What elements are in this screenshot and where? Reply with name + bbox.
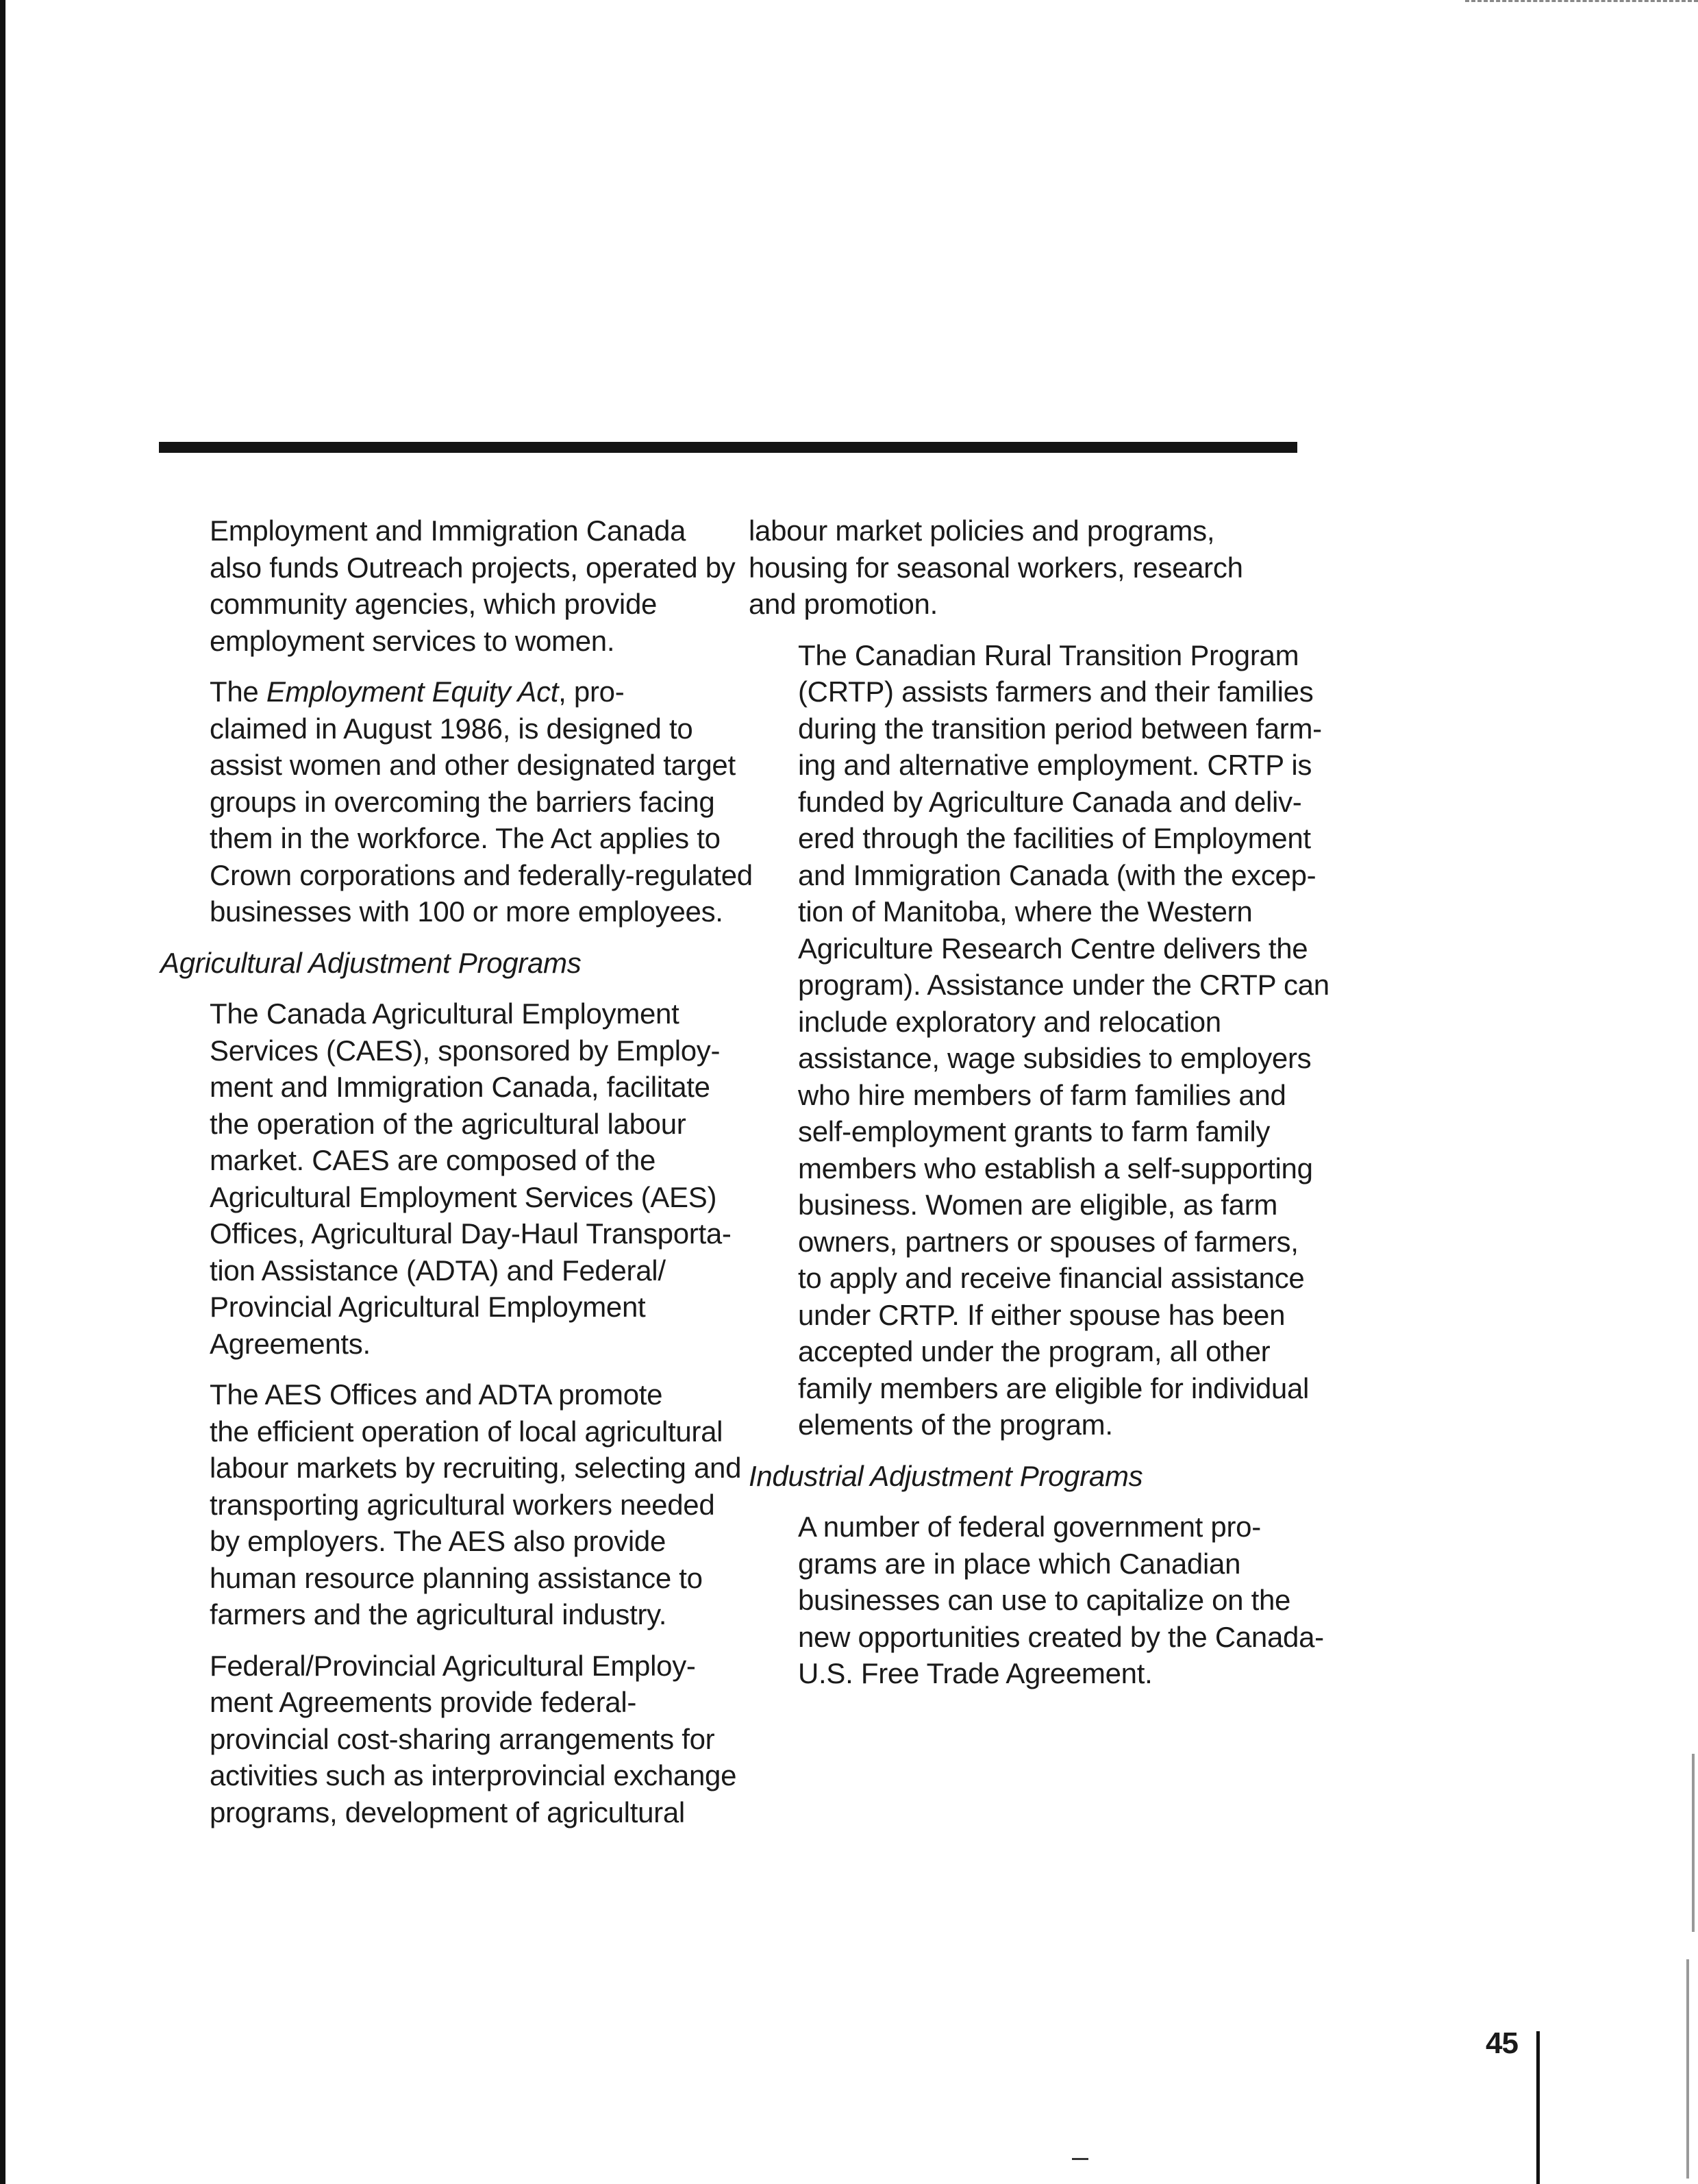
paragraph-federal-provincial-continued xyxy=(749,512,1310,623)
text-line: Agriculture Research Centre delivers the xyxy=(798,932,1308,965)
text-line: members who establish a self-supporting xyxy=(798,1152,1313,1184)
heading-industrial-adjustment: Industrial Adjustment Programs xyxy=(749,1459,1143,1492)
paragraph-free-trade xyxy=(749,1509,1324,1692)
paragraph-caes xyxy=(160,995,732,1362)
text-line: Agricultural Employment Services (AES) xyxy=(210,1180,717,1213)
left-column xyxy=(160,512,753,1831)
paragraph-crtp xyxy=(749,637,1329,1443)
text-line: during the transition period between farm- xyxy=(798,712,1322,745)
text-line: (CRTP) assists farmers and their families xyxy=(798,675,1314,708)
text-line: and Immigration Canada (with the excep- xyxy=(798,858,1316,891)
text-line: ment and Immigration Canada, facilitate xyxy=(210,1071,710,1103)
text-line xyxy=(160,673,722,710)
text-line: grams are in place which Canadian xyxy=(798,1547,1241,1580)
scan-speckle xyxy=(1686,1959,1689,2179)
text-line: groups in overcoming the barriers facing xyxy=(210,785,715,818)
text-line: under CRTP. If either spouse has been xyxy=(798,1298,1286,1331)
text-line: housing for seasonal workers, research xyxy=(749,551,1243,584)
text-line: assistance, wage subsidies to employers xyxy=(798,1042,1312,1074)
text-line: Federal/Provincial Agricultural Employ- xyxy=(210,1649,696,1682)
text-line: community agencies, which provide xyxy=(210,588,658,620)
text-line: activities such as interprovincial exchange xyxy=(210,1759,737,1791)
text-line: human resource planning assistance to xyxy=(210,1561,703,1594)
text-fragment: The xyxy=(210,675,266,708)
text-line: labour markets by recruiting, selecting and xyxy=(210,1452,742,1484)
page-number: 45 xyxy=(1486,2026,1518,2060)
text-line: businesses can use to capitalize on the xyxy=(798,1584,1291,1616)
text-line: also funds Outreach projects, operated by xyxy=(210,551,736,584)
text-line: assist women and other designated target xyxy=(210,749,736,781)
text-line: labour market policies and programs, xyxy=(749,514,1215,547)
text-line: owners, partners or spouses of farmers, xyxy=(798,1225,1299,1258)
text-line: Crown corporations and federally-regulated xyxy=(210,858,753,891)
text-line: U.S. Free Trade Agreement. xyxy=(798,1657,1153,1689)
paragraph-employment-equity-act xyxy=(160,673,753,930)
text-line: program). Assistance under the CRTP can xyxy=(798,969,1329,1001)
text-line: them in the workforce. The Act applies to xyxy=(210,822,721,854)
text-line: accepted under the program, all other xyxy=(798,1335,1271,1367)
text-line: claimed in August 1986, is designed to xyxy=(210,712,693,745)
text-line: The Canadian Rural Transition Program xyxy=(798,638,1299,671)
text-line: include exploratory and relocation xyxy=(798,1005,1221,1038)
scan-edge-top xyxy=(1465,0,1698,2)
text-line: self-employment grants to farm family xyxy=(798,1115,1271,1147)
text-line: The Canada Agricultural Employment xyxy=(210,997,679,1030)
text-line: tion of Manitoba, where the Western xyxy=(798,895,1253,928)
scan-edge-left xyxy=(0,0,5,2184)
text-line: ment Agreements provide federal- xyxy=(210,1686,637,1718)
text-line: Agreements. xyxy=(210,1327,371,1360)
text-line: businesses with 100 or more employees. xyxy=(210,895,723,928)
text-line: ing and alternative employment. CRTP is xyxy=(798,749,1312,781)
text-line: farmers and the agricultural industry. xyxy=(210,1598,667,1630)
text-line: A number of federal government pro- xyxy=(798,1511,1261,1543)
text-line: who hire members of farm families and xyxy=(798,1078,1286,1111)
text-line: by employers. The AES also provide xyxy=(210,1525,666,1557)
text-line: business. Women are eligible, as farm xyxy=(798,1189,1278,1221)
text-line: employment services to women. xyxy=(210,624,615,657)
text-line: market. CAES are composed of the xyxy=(210,1144,656,1176)
text-line: Services (CAES), sponsored by Employ- xyxy=(210,1034,721,1067)
text-line: the operation of the agricultural labour xyxy=(210,1107,686,1140)
text-line: programs, development of agricultural xyxy=(210,1796,685,1828)
text-line: new opportunities created by the Canada- xyxy=(798,1620,1324,1653)
right-column xyxy=(749,512,1329,1692)
text-line: tion Assistance (ADTA) and Federal/ xyxy=(210,1254,666,1287)
text-line: Offices, Agricultural Day-Haul Transporta- xyxy=(210,1217,732,1250)
paragraph-aes-adta xyxy=(160,1376,742,1633)
margin-bar xyxy=(1536,2031,1540,2184)
text-line: family members are eligible for individual xyxy=(798,1372,1310,1404)
text-fragment: , pro- xyxy=(558,675,625,708)
text-line: ered through the facilities of Employment xyxy=(798,822,1311,854)
text-line: The AES Offices and ADTA promote xyxy=(210,1378,663,1411)
text-line: the efficient operation of local agricultural xyxy=(210,1415,723,1448)
text-line: and promotion. xyxy=(749,588,938,620)
paragraph-federal-provincial xyxy=(160,1648,737,1831)
text-line: Provincial Agricultural Employment xyxy=(210,1291,646,1323)
heading-agricultural-adjustment: Agricultural Adjustment Programs xyxy=(160,946,582,979)
text-line: transporting agricultural workers needed xyxy=(210,1488,715,1521)
section-rule xyxy=(159,442,1297,453)
text-line: provincial cost-sharing arrangements for xyxy=(210,1722,715,1755)
scan-speckle xyxy=(1692,1754,1695,1932)
text-line: to apply and receive financial assistance xyxy=(798,1262,1305,1294)
paragraph-outreach xyxy=(160,512,736,659)
act-title: Employment Equity Act xyxy=(266,675,559,708)
text-line: Employment and Immigration Canada xyxy=(210,514,686,547)
text-line: elements of the program. xyxy=(798,1409,1113,1441)
scan-speckle xyxy=(1072,2158,1088,2160)
text-line: funded by Agriculture Canada and deliv- xyxy=(798,785,1302,818)
